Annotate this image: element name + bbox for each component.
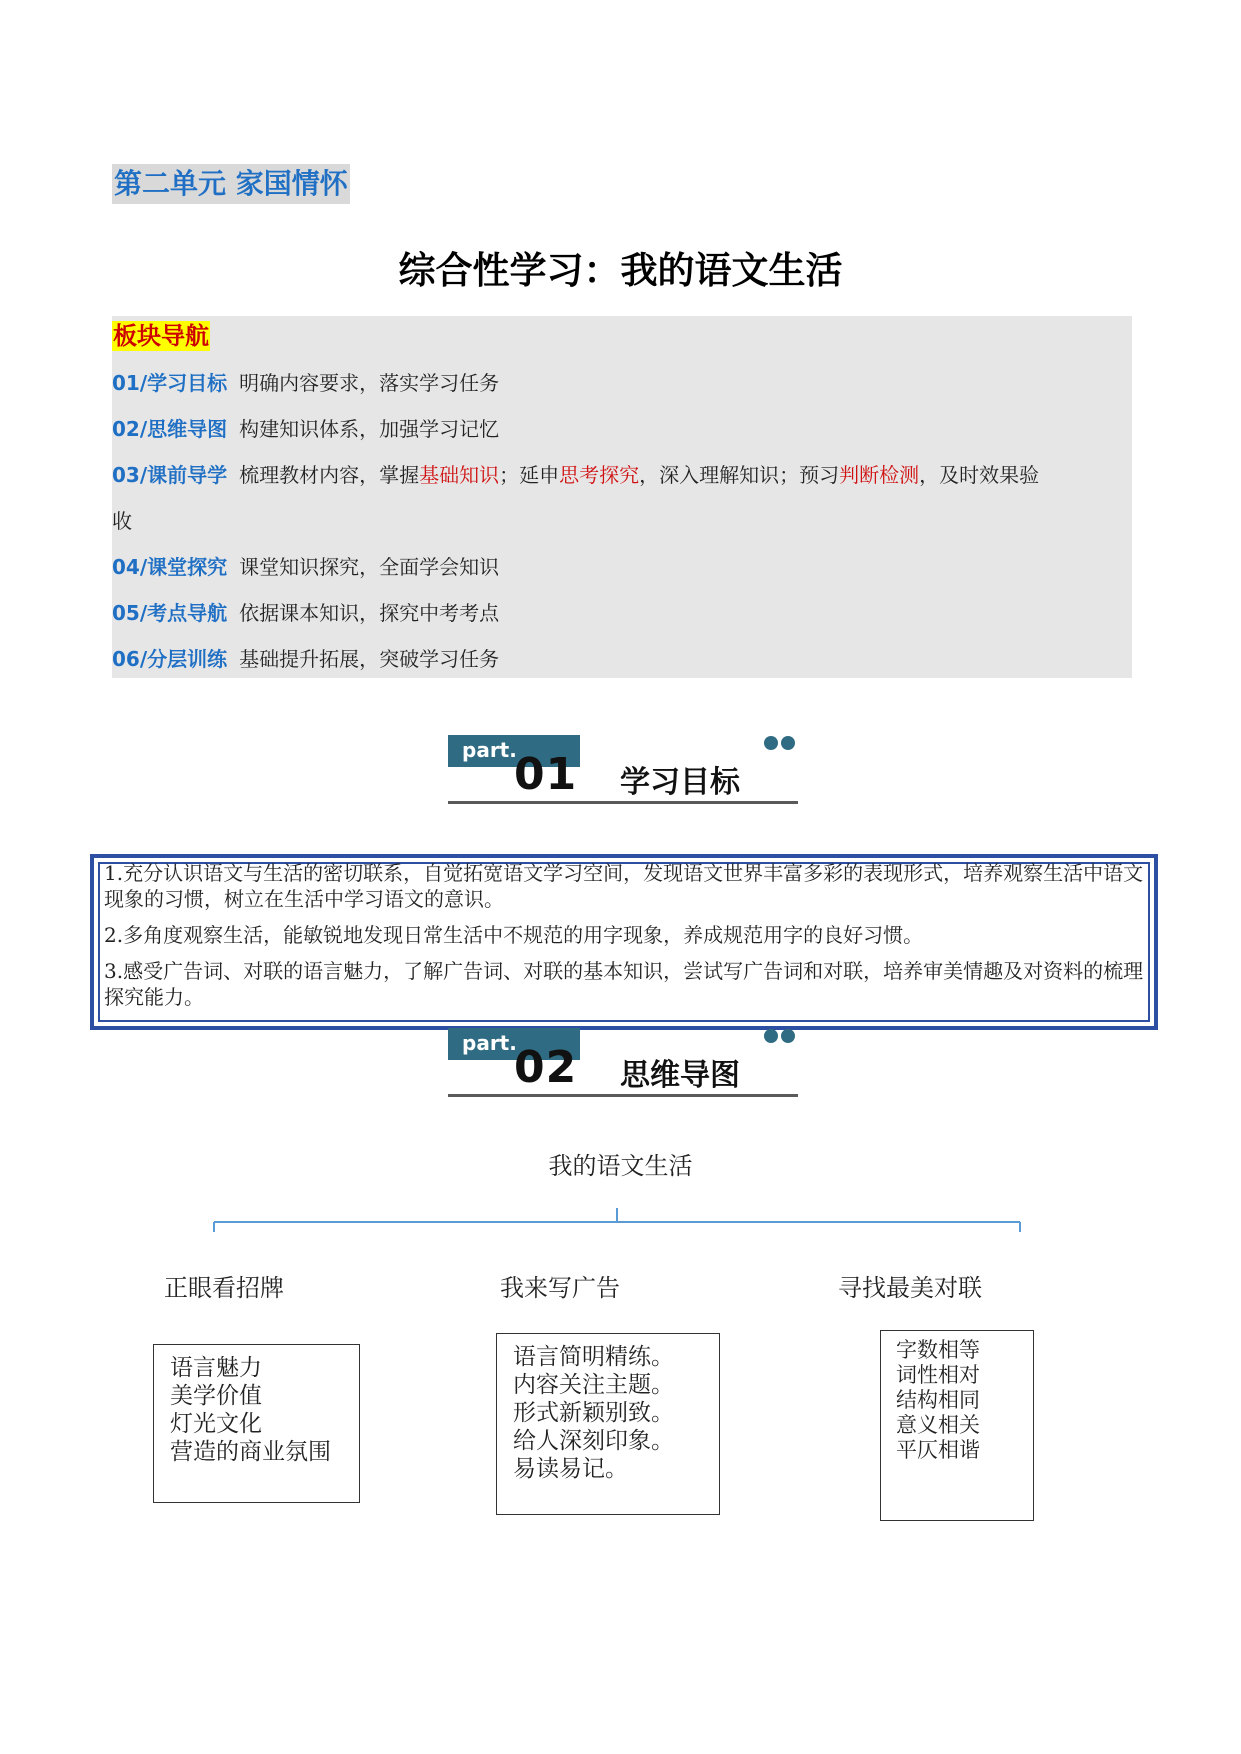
nav-text: 明确内容要求，落实学习任务 (239, 371, 500, 395)
nav-text: ，深入理解知识；预习 (639, 463, 840, 487)
list-item: 易读易记。 (513, 1456, 628, 1482)
unit-heading: 第二单元 家国情怀 (112, 164, 350, 204)
branch-list-3 (896, 1338, 980, 1463)
list-item: 字数相等 (896, 1338, 980, 1362)
part-tag: part. (448, 735, 580, 767)
nav-text: 构建知识体系，加强学习记忆 (239, 417, 500, 441)
page-title: 综合性学习：我的语文生活 (398, 249, 843, 292)
branch-list-2 (513, 1343, 674, 1483)
list-item: 意义相关 (896, 1413, 980, 1437)
nav-text: 梳理教材内容，掌握 (239, 463, 420, 487)
nav-highlight: 基础知识 (419, 463, 500, 487)
goal-item-2: 2.多角度观察生活，能敏锐地发现日常生活中不规范的用字现象，养成规范用字的良好习惯。 (104, 923, 924, 947)
list-item: 营造的商业氛围 (170, 1439, 331, 1465)
nav-heading: 板块导航 (113, 322, 209, 350)
nav-code: 01/学习目标 (112, 371, 228, 395)
part-tag: part. (448, 1028, 580, 1060)
list-item: 平仄相谐 (896, 1438, 980, 1462)
nav-code: 05/考点导航 (112, 601, 228, 625)
nav-text: 收 (112, 509, 132, 533)
part-number: 02 (514, 1042, 578, 1093)
nav-text: 课堂知识探究，全面学会知识 (239, 555, 500, 579)
nav-highlight: 判断检测 (839, 463, 920, 487)
mindmap-root: 我的语文生活 (548, 1152, 693, 1180)
goal-item-3: 3.感受广告词、对联的语言魅力，了解广告词、对联的基本知识，尝试写广告词和对联，培养审美情趣及对资料的梳理探究能力。 (104, 959, 1144, 1009)
list-item: 结构相同 (896, 1388, 980, 1412)
branch-title-2: 我来写广告 (500, 1274, 620, 1302)
nav-text: 依据课本知识，探究中考考点 (239, 601, 500, 625)
list-item: 内容关注主题。 (513, 1372, 674, 1398)
part-label: 思维导图 (620, 1058, 740, 1093)
part-label: 学习目标 (620, 765, 740, 800)
list-item: 语言简明精练。 (513, 1344, 674, 1370)
list-item: 形式新颖别致。 (513, 1400, 674, 1426)
nav-code: 03/课前导学 (112, 463, 228, 487)
part-number: 01 (514, 749, 578, 800)
nav-code: 02/思维导图 (112, 417, 228, 441)
nav-text: 基础提升拓展，突破学习任务 (239, 647, 500, 671)
list-item: 给人深刻印象。 (513, 1428, 674, 1454)
list-item: 灯光文化 (170, 1411, 262, 1437)
list-item: 语言魅力 (170, 1355, 262, 1381)
branch-list-1 (170, 1354, 331, 1466)
nav-code: 04/课堂探究 (112, 555, 228, 579)
goal-item-1: 1.充分认识语文与生活的密切联系，自觉拓宽语文学习空间，发现语文世界丰富多彩的表现形式，培养观察生活中语文现象的习惯，树立在生活中学习语文的意识。 (104, 861, 1144, 911)
list-item: 词性相对 (896, 1363, 980, 1387)
branch-title-1: 正眼看招牌 (164, 1274, 284, 1302)
branch-title-3: 寻找最美对联 (838, 1274, 982, 1302)
list-item: 美学价值 (170, 1383, 262, 1409)
nav-text: ，及时效果验 (919, 463, 1040, 487)
nav-highlight: 思考探究 (559, 463, 640, 487)
nav-code: 06/分层训练 (112, 647, 228, 671)
nav-text: ；延申 (499, 463, 560, 487)
